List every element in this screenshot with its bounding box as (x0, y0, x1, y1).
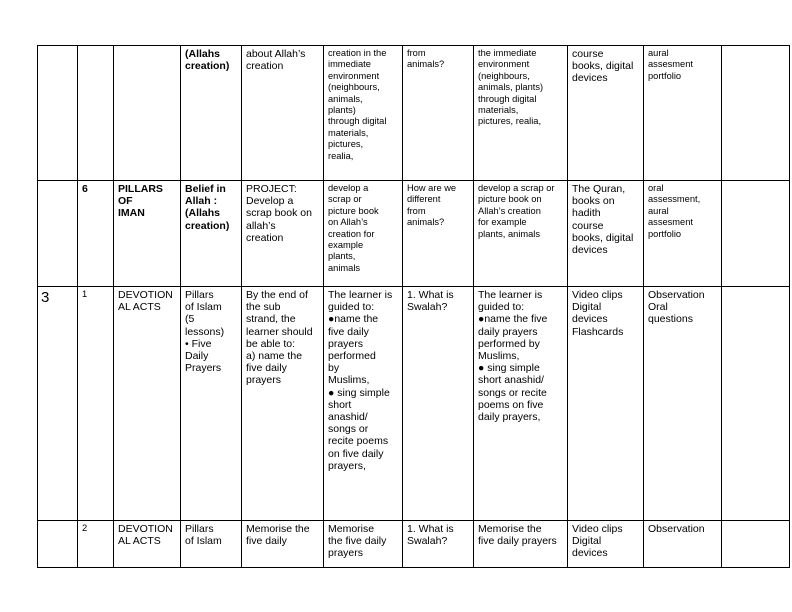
resources-cell: The Quran, books on hadith course books, digital devices (568, 181, 644, 287)
learning-experiences-cell: creation in the immediate environment (neighbours, animals, plants) through digital materials, pictures, realia, (324, 46, 403, 181)
week-cell (38, 521, 78, 568)
table-row (38, 521, 790, 568)
learning-experiences-detail-cell: develop a scrap or picture book on Allah’s creation for example plants, animals (474, 181, 568, 287)
table-row (38, 46, 790, 181)
inquiry-question-cell: 1. What is Swalah? (403, 521, 474, 568)
lesson-cell (78, 46, 114, 181)
scheme-of-work-table (37, 45, 790, 568)
table-row (38, 287, 790, 521)
strand-cell (114, 46, 181, 181)
remarks-cell (722, 181, 790, 287)
remarks-cell (722, 287, 790, 521)
lesson-cell: 6 (78, 181, 114, 287)
week-cell: 3 (38, 287, 78, 521)
sub-strand-cell: Pillars of Islam (181, 521, 242, 568)
assessment-cell: oral assessment, aural assesment portfolio (644, 181, 722, 287)
resources-cell: Video clips Digital devices (568, 521, 644, 568)
resources-cell: Video clips Digital devices Flashcards (568, 287, 644, 521)
learning-outcomes-cell: PROJECT: Develop a scrap book on allah’s creation (242, 181, 324, 287)
lesson-cell: 2 (78, 521, 114, 568)
remarks-cell (722, 521, 790, 568)
learning-experiences-cell: The learner is guided to: ●name the five daily prayers performed by Muslims, ● sing simple short anashid/ songs or recite poems on five daily prayers, (324, 287, 403, 521)
learning-experiences-cell: develop a scrap or picture book on Allah’s creation for example plants, animals (324, 181, 403, 287)
remarks-cell (722, 46, 790, 181)
sub-strand-cell: (Allahs creation) (181, 46, 242, 181)
inquiry-question-cell: 1. What is Swalah? (403, 287, 474, 521)
learning-experiences-cell: Memorise the five daily prayers (324, 521, 403, 568)
inquiry-question-cell: How are we different from animals? (403, 181, 474, 287)
learning-outcomes-cell: Memorise the five daily (242, 521, 324, 568)
assessment-cell: Observation Oral questions (644, 287, 722, 521)
lesson-cell: 1 (78, 287, 114, 521)
strand-cell: DEVOTION AL ACTS (114, 521, 181, 568)
week-cell (38, 46, 78, 181)
learning-experiences-detail-cell: The learner is guided to: ●name the five daily prayers performed by Muslims, ● sing simple short anashid/ songs or recite poems on five daily prayers, (474, 287, 568, 521)
week-cell (38, 181, 78, 287)
strand-cell: PILLARS OF IMAN (114, 181, 181, 287)
inquiry-question-cell: from animals? (403, 46, 474, 181)
strand-cell: DEVOTION AL ACTS (114, 287, 181, 521)
learning-experiences-detail-cell: the immediate environment (neighbours, animals, plants) through digital materials, pictures, realia, (474, 46, 568, 181)
sub-strand-cell: Belief in Allah : (Allahs creation) (181, 181, 242, 287)
sub-strand-cell: Pillars of Islam (5 lessons) • Five Daily Prayers (181, 287, 242, 521)
learning-experiences-detail-cell: Memorise the five daily prayers (474, 521, 568, 568)
assessment-cell: Observation (644, 521, 722, 568)
learning-outcomes-cell: about Allah’s creation (242, 46, 324, 181)
assessment-cell: aural assesment portfolio (644, 46, 722, 181)
learning-outcomes-cell: By the end of the sub strand, the learner should be able to: a) name the five daily prayers (242, 287, 324, 521)
resources-cell: course books, digital devices (568, 46, 644, 181)
table-row (38, 181, 790, 287)
